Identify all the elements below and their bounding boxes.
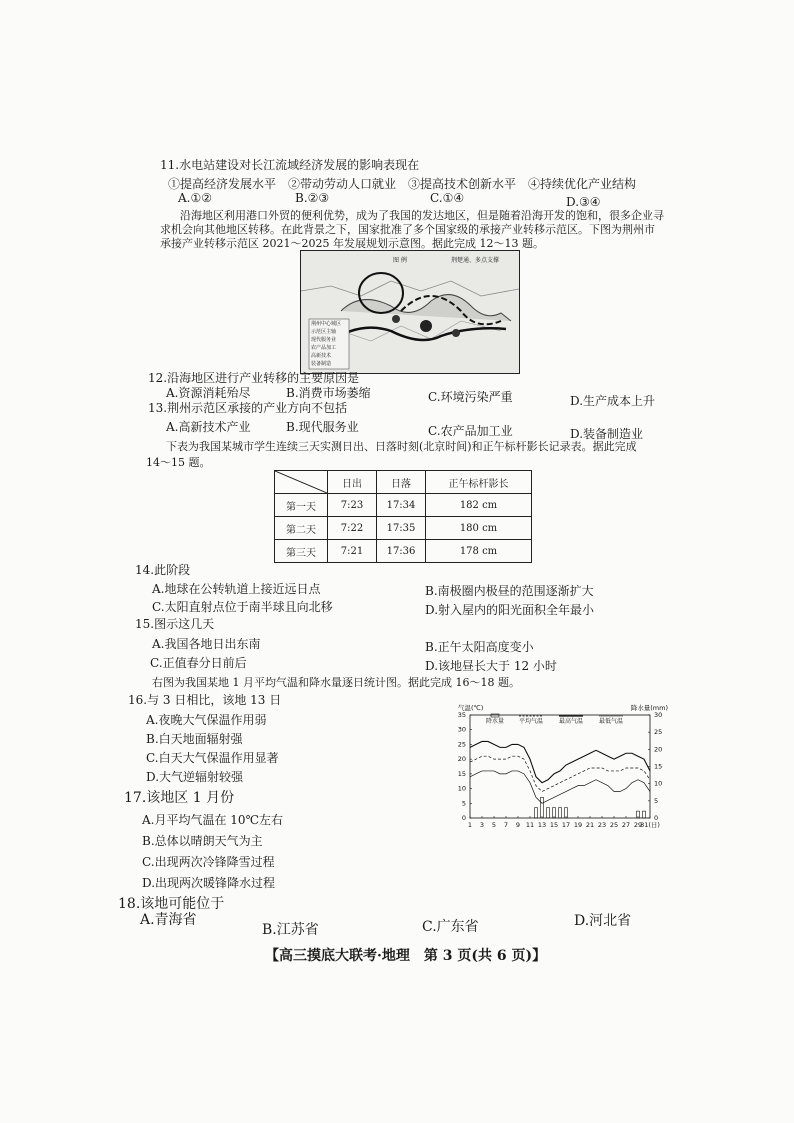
table-cell: 17:36 bbox=[377, 540, 426, 563]
q18-option-a[interactable]: A.青海省 bbox=[140, 912, 197, 928]
q18-option-b[interactable]: B.江苏省 bbox=[262, 922, 319, 938]
y-left-tick-label: 10 bbox=[457, 784, 466, 793]
map-legend-item: 装备制造 bbox=[311, 361, 332, 367]
y-right-tick-label: 25 bbox=[654, 728, 663, 737]
precip-bar bbox=[535, 808, 538, 818]
x-tick-label: 11 bbox=[525, 821, 535, 829]
legend-avg-label: 平均气温 bbox=[518, 718, 544, 725]
q15-option-a[interactable]: A.我国各地日出东南 bbox=[152, 637, 261, 651]
precip-bar bbox=[559, 808, 562, 818]
x-tick-label: 27 bbox=[621, 821, 631, 829]
q14-option-c[interactable]: C.太阳直射点位于南半球且向北移 bbox=[152, 600, 333, 614]
intro14-line1: 下表为我国某城市学生连续三天实测日出、日落时刻(北京时间)和正午标杆影长记录表。据此完成 bbox=[166, 440, 637, 453]
y-left-tick-label: 15 bbox=[457, 769, 466, 778]
table-cell: 182 cm bbox=[426, 494, 532, 517]
q16-option-d[interactable]: D.大气逆辐射较强 bbox=[146, 770, 244, 784]
q12-stem: 12.沿海地区进行产业转移的主要原因是 bbox=[148, 371, 360, 385]
x-tick-label: 25 bbox=[609, 821, 619, 829]
q13-stem: 13.荆州示范区承接的产业方向不包括 bbox=[148, 401, 348, 415]
x-tick-label: 5 bbox=[491, 821, 497, 829]
map-graphic bbox=[301, 251, 519, 373]
intro12-line1: 沿海地区利用港口外贸的便利优势，成为了我国的发达地区，但是随着沿海开发的饱和，很多企业寻 bbox=[180, 209, 664, 222]
table-cell: 7:22 bbox=[328, 517, 377, 540]
q11-option-c[interactable]: C.①④ bbox=[430, 191, 465, 205]
q18-option-d[interactable]: D.河北省 bbox=[574, 913, 632, 929]
table-header-row bbox=[275, 471, 532, 494]
q17-option-b[interactable]: B.总体以晴朗天气为主 bbox=[142, 834, 263, 848]
q15-option-b[interactable]: B.正午太阳高度变小 bbox=[425, 640, 534, 654]
x-tick-label: 31(日) bbox=[640, 821, 660, 829]
table-header: 正午标杆影长 bbox=[426, 471, 532, 494]
x-tick-label: 29 bbox=[633, 821, 643, 829]
q11-option-d[interactable]: D.③④ bbox=[566, 195, 601, 209]
legend-precip-swatch bbox=[491, 714, 499, 717]
table-corner bbox=[275, 471, 328, 494]
map-legend-item: 现代服务业 bbox=[311, 337, 337, 343]
q14-option-b[interactable]: B.南极圈内极昼的范围逐渐扩大 bbox=[425, 584, 594, 598]
y-left-tick-label: 0 bbox=[461, 814, 466, 822]
map-legend-item: 农产品加工 bbox=[311, 345, 337, 351]
x-tick-label: 1 bbox=[467, 821, 473, 829]
x-tick-label: 3 bbox=[479, 821, 485, 829]
y-left-tick-label: 35 bbox=[457, 711, 466, 719]
legend-min-label: 最低气温 bbox=[598, 718, 624, 725]
q16-option-a[interactable]: A.夜晚大气保温作用弱 bbox=[146, 713, 267, 727]
q15-stem: 15.图示这几天 bbox=[135, 617, 215, 631]
y-right-tick-label: 0 bbox=[654, 814, 659, 822]
q12-option-d[interactable]: D.生产成本上升 bbox=[570, 394, 656, 408]
sun-table bbox=[274, 470, 532, 563]
y-right-axis-label: 降水量(mm) bbox=[630, 704, 668, 712]
map-legend-item: 示范区主轴 bbox=[311, 329, 337, 335]
table-cell: 7:21 bbox=[328, 540, 377, 563]
table-cell: 178 cm bbox=[426, 540, 532, 563]
q17-option-a[interactable]: A.月平均气温在 10℃左右 bbox=[142, 813, 283, 827]
q14-option-d[interactable]: D.射入屋内的阳光面积全年最小 bbox=[425, 603, 595, 617]
q15-option-c[interactable]: C.正值春分日前后 bbox=[150, 656, 247, 670]
legend-precip-label: 降水量 bbox=[485, 718, 505, 725]
table-cell: 17:34 bbox=[377, 494, 426, 517]
q12-option-c[interactable]: C.环境污染严重 bbox=[428, 390, 513, 404]
q12-option-a[interactable]: A.资源消耗殆尽 bbox=[166, 386, 251, 400]
map-top-label: 荆楚通、多点支撑 bbox=[451, 257, 500, 264]
q11-option-a[interactable]: A.①② bbox=[178, 191, 212, 205]
y-left-axis-label: 气温(℃) bbox=[458, 704, 484, 712]
precip-bar bbox=[547, 808, 550, 818]
x-tick-label: 17 bbox=[561, 821, 571, 829]
x-tick-label: 7 bbox=[503, 821, 509, 829]
table-cell: 180 cm bbox=[426, 517, 532, 540]
x-tick-label: 9 bbox=[515, 821, 521, 829]
x-tick-label: 15 bbox=[549, 821, 559, 829]
q16-option-c[interactable]: C.白天大气保温作用显著 bbox=[146, 751, 279, 765]
y-right-tick-label: 10 bbox=[654, 779, 663, 788]
y-left-tick-label: 25 bbox=[457, 740, 466, 749]
y-right-tick-label: 20 bbox=[654, 745, 663, 754]
industry-map bbox=[300, 250, 520, 374]
precip-bar bbox=[541, 797, 544, 818]
q14-stem: 14.此阶段 bbox=[135, 563, 191, 577]
q11-stem: 11.水电站建设对长江流域经济发展的影响表现在 bbox=[160, 158, 420, 172]
q14-option-a[interactable]: A.地球在公转轨道上接近远日点 bbox=[152, 582, 321, 596]
q17-stem: 17.该地区 1 月份 bbox=[124, 790, 235, 806]
precip-bar bbox=[643, 811, 646, 818]
q16-stem: 16.与 3 日相比，该地 13 日 bbox=[128, 693, 282, 707]
table-cell: 7:23 bbox=[328, 494, 377, 517]
table-cell: 第一天 bbox=[275, 494, 328, 517]
q13-option-b[interactable]: B.现代服务业 bbox=[286, 420, 359, 434]
q13-option-a[interactable]: A.高新技术产业 bbox=[166, 420, 251, 434]
legend-max-label: 最高气温 bbox=[558, 718, 584, 725]
series-line-avg bbox=[470, 756, 650, 791]
table-header: 日出 bbox=[328, 471, 377, 494]
series-line-min bbox=[470, 771, 650, 803]
table-cell: 第二天 bbox=[275, 517, 328, 540]
q17-option-d[interactable]: D.出现两次暖锋降水过程 bbox=[142, 876, 276, 890]
q13-option-c[interactable]: C.农产品加工业 bbox=[428, 424, 513, 438]
q12-option-b[interactable]: B.消费市场萎缩 bbox=[286, 386, 371, 400]
x-tick-label: 23 bbox=[597, 821, 607, 829]
q18-option-c[interactable]: C.广东省 bbox=[422, 919, 479, 935]
intro16-line1: 右图为我国某地 1 月平均气温和降水量逐日统计图。据此完成 16～18 题。 bbox=[152, 676, 520, 689]
y-left-tick-label: 20 bbox=[457, 755, 466, 764]
table-row bbox=[275, 517, 532, 540]
q15-option-d[interactable]: D.该地昼长大于 12 小时 bbox=[425, 659, 557, 673]
intro14-line2: 14～15 题。 bbox=[146, 456, 211, 469]
q18-stem: 18.该地可能位于 bbox=[118, 896, 225, 912]
table-row bbox=[275, 494, 532, 517]
x-tick-label: 21 bbox=[585, 821, 595, 829]
table-cell: 第三天 bbox=[275, 540, 328, 563]
map-legend-title: 图 例 bbox=[393, 257, 407, 264]
table-cell: 17:35 bbox=[377, 517, 426, 540]
q17-option-c[interactable]: C.出现两次冷锋降雪过程 bbox=[142, 855, 275, 869]
x-tick-label: 19 bbox=[573, 821, 583, 829]
y-left-tick-label: 5 bbox=[461, 799, 466, 808]
q11-items: ①提高经济发展水平 ②带动劳动人口就业 ③提高技术创新水平 ④持续优化产业结构 bbox=[168, 177, 637, 191]
x-tick-label: 13 bbox=[537, 821, 547, 829]
map-legend-item: 荆州中心城区 bbox=[311, 321, 342, 327]
q11-option-b[interactable]: B.②③ bbox=[295, 191, 330, 205]
y-right-tick-label: 5 bbox=[654, 796, 659, 805]
series-line-max bbox=[470, 741, 650, 782]
intro12-line3: 承接产业转移示范区 2021～2025 年发展规划示意图。据此完成 12～13 题。 bbox=[160, 237, 544, 250]
map-legend-item: 高新技术 bbox=[311, 353, 332, 359]
y-left-tick-label: 30 bbox=[457, 725, 466, 734]
y-right-tick-label: 30 bbox=[654, 711, 663, 719]
table-row bbox=[275, 540, 532, 563]
y-right-tick-label: 15 bbox=[654, 762, 663, 771]
q16-option-b[interactable]: B.白天地面辐射强 bbox=[146, 732, 243, 746]
climate-chart bbox=[445, 700, 695, 836]
plot-frame bbox=[470, 715, 650, 818]
table-header: 日落 bbox=[377, 471, 426, 494]
corner-diagonal bbox=[275, 471, 327, 493]
q13-option-d[interactable]: D.装备制造业 bbox=[570, 427, 644, 441]
intro12-line2: 求机会向其他地区转移。在此背景之下，国家批准了多个国家级的承接产业转移示范区。下图为荆州市 bbox=[160, 223, 655, 236]
page-footer: 【高三摸底大联考·地理 第 3 页(共 6 页)】 bbox=[265, 948, 547, 964]
